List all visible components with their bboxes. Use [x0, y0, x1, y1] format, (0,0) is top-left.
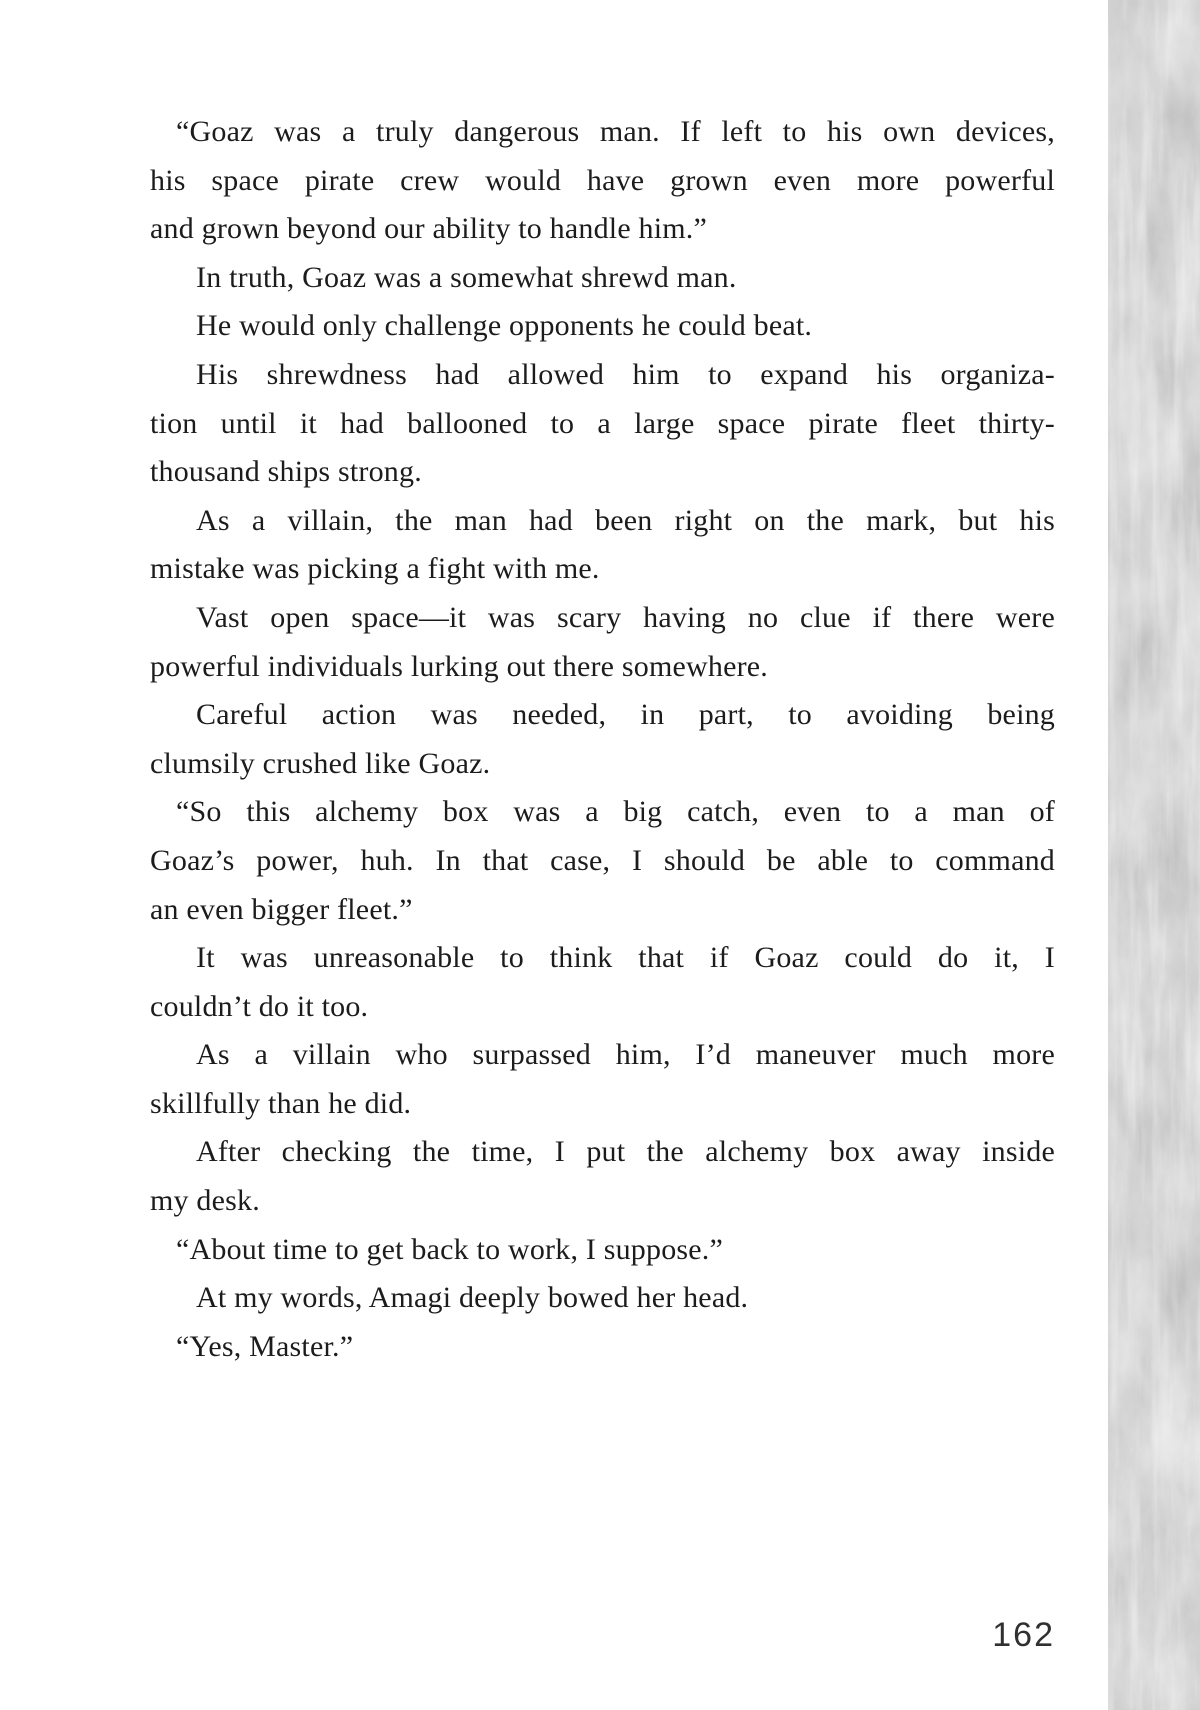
text-line: thousand ships strong.	[150, 455, 422, 489]
text-line: His shrewdness had allowed him to expand his organiza-	[196, 357, 1055, 391]
page-edge-texture	[1108, 0, 1200, 1710]
text-line: “So this alchemy box was a big catch, even to a man of	[176, 795, 1055, 829]
text-line: It was unreasonable to think that if Goaz could do it, I	[196, 941, 1055, 975]
text-line: He would only challenge opponents he could beat.	[196, 309, 813, 343]
text-line: clumsily crushed like Goaz.	[150, 746, 491, 780]
text-line: an even bigger fleet.”	[150, 892, 413, 926]
text-line: After checking the time, I put the alchemy box away inside	[196, 1135, 1055, 1169]
text-line: his space pirate crew would have grown even more powerful	[150, 163, 1055, 197]
text-line: At my words, Amagi deeply bowed her head.	[196, 1281, 749, 1315]
text-line: In truth, Goaz was a somewhat shrewd man.	[196, 260, 737, 294]
text-line: “About time to get back to work, I suppose.”	[176, 1232, 724, 1266]
page-text	[150, 108, 1055, 1371]
text-line: my desk.	[150, 1184, 260, 1218]
text-line: mistake was picking a fight with me.	[150, 552, 600, 586]
text-line: Goaz’s power, huh. In that case, I should be able to command	[150, 843, 1055, 877]
text-line: tion until it had ballooned to a large space pirate fleet thirty-	[150, 406, 1055, 440]
text-line: Careful action was needed, in part, to avoiding being	[196, 698, 1055, 732]
text-line: Vast open space—it was scary having no clue if there were	[196, 600, 1055, 634]
text-line: and grown beyond our ability to handle him.”	[150, 212, 708, 246]
text-line: As a villain who surpassed him, I’d maneuver much more	[196, 1038, 1055, 1072]
text-line: skillfully than he did.	[150, 1086, 412, 1120]
text-line: “Goaz was a truly dangerous man. If left to his own devices,	[176, 115, 1055, 148]
text-line: couldn’t do it too.	[150, 989, 369, 1023]
text-line: “Yes, Master.”	[176, 1329, 354, 1363]
text-line: As a villain, the man had been right on the mark, but his	[196, 503, 1055, 537]
page-number: 162	[992, 1616, 1055, 1654]
text-line: powerful individuals lurking out there somewhere.	[150, 649, 768, 683]
